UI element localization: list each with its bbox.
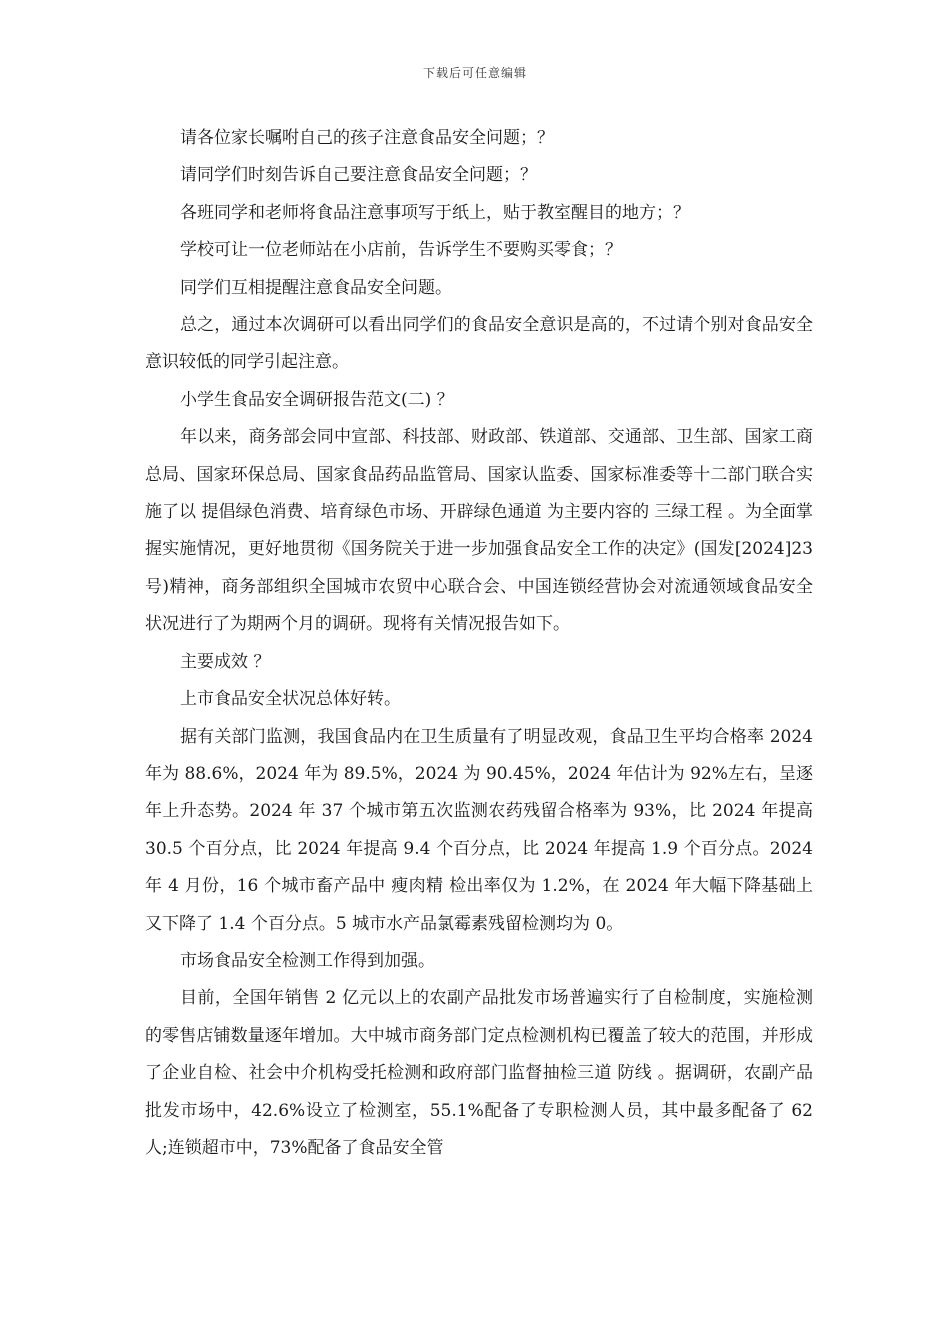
- paragraph-parent-reminder: 请各位家长嘱咐自己的孩子注意食品安全问题；？: [180, 128, 554, 148]
- paragraph-student-reminder: 请同学们时刻告诉自己要注意食品安全问题；？: [180, 165, 537, 186]
- subheading-food-safety-improved: 上市食品安全状况总体好转。: [180, 689, 401, 710]
- paragraph-monitoring-data: 据有关部门监测，我国食品内在卫生质量有了明显改观，食品卫生平均合格率 2024 年为 88.6%，2024 年为 89.5%，2024 为 90.45%，2024 年估计为 92%左右，呈逐年上升态势。2024 年 37 个城市第五次监测农药残留合格率为 93%，比 2024 年提高 30.5 个百分点，比 2024 年提高 9.4 个百分点，比 2024 年提高 1.9 个百分点。2024 年 4 月份，16 个城市畜产品中 瘦肉精 检出率仅为 1.2%，在 2024 年大幅下降基础上又下降了 1.4 个百分点。5 城市水产品氯霉素残留检测均为 0。: [145, 726, 813, 934]
- paragraph-testing-details: 目前，全国年销售 2 亿元以上的农副产品批发市场普遍实行了自检制度，实施检测的零售店铺数量逐年增加。大中城市商务部门定点检测机构已覆盖了较大的范围，并形成了企业自检、社会中介机构受托检测和政府部门监督抽检三道 防线 。据调研，农副产品批发市场中，42.6%设立了检测室，55.1%配备了专职检测人员，其中最多配备了 62 人;连锁超市中，73%配备了食品安全管: [145, 988, 813, 1158]
- document-body: [145, 120, 813, 1167]
- paragraph-conclusion: 总之，通过本次调研可以看出同学们的食品安全意识是高的，不过请个别对食品安全意识较低的同学引起注意。: [145, 315, 813, 373]
- paragraph-teacher-at-store: 学校可让一位老师站在小店前，告诉学生不要购买零食；？: [180, 240, 622, 261]
- section-title-report-two: 小学生食品安全调研报告范文(二) ？: [180, 389, 454, 410]
- subheading-testing-strengthened: 市场食品安全检测工作得到加强。: [180, 950, 435, 971]
- page-header: 下载后可任意编辑: [422, 66, 527, 80]
- section-heading-main-results: 主要成效 ？: [180, 651, 271, 672]
- paragraph-class-notes: 各班同学和老师将食品注意事项写于纸上，贴于教室醒目的地方；？: [180, 202, 690, 223]
- paragraph-introduction: 年以来，商务部会同中宣部、科技部、财政部、铁道部、交通部、卫生部、国家工商总局、国家环保总局、国家食品药品监管局、国家认监委、国家标准委等十二部门联合实施了以 提倡绿色消费、培育绿色市场、开辟绿色通道 为主要内容的 三绿工程 。为全面掌握实施情况，更好地贯彻《国务院关于进一步加强食品安全工作的决定》(国发[2024]23号)精神，商务部组织全国城市农贸中心联合会、中国连锁经营协会对流通领域食品安全状况进行了为期两个月的调研。现将有关情况报告如下。: [145, 427, 813, 635]
- paragraph-mutual-reminder: 同学们互相提醒注意食品安全问题。: [180, 277, 452, 298]
